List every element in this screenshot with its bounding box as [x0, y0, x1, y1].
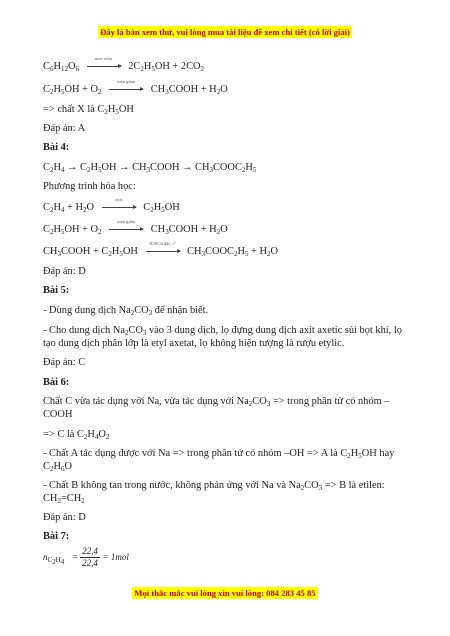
paragraph: - Cho dung dịch $Na_2CO_3$ vào 3 dung dịch, lọ đựng dung dịch axit axetic sủi bọt khí, lọ tạo dung dịch phân lớp là etyl axetat, lọ không hiện tượng là rượu etylic. [43, 325, 402, 349]
fraction-numerator: 22,4 [82, 546, 98, 556]
formula-result: = 1mol [102, 551, 129, 562]
section-heading-bai6: Bài 6: [43, 377, 70, 388]
equation-hydration [43, 197, 415, 214]
reaction-arrow-icon: men rượu [85, 60, 123, 73]
mole-symbol: n [43, 551, 48, 562]
answer-line: Đáp án: A [43, 123, 86, 134]
paragraph: - Dùng dung dịch $Na_2CO_3$ để nhận biết. [43, 305, 209, 317]
eq-left: $C_2H_4 + H_2O$ [43, 202, 95, 214]
formula-moles: $n_{C_2H_4}$ = $\frac{22,4}{22,4}$ = 1mol [43, 546, 129, 568]
equation-oxidation [43, 79, 415, 96]
eq-left: $C_2H_5OH + O_2$ [43, 84, 102, 96]
eq-right: $CH_3COOH + H_2O$ [150, 224, 228, 236]
equation-oxidation-2 [43, 219, 415, 236]
contact-banner-text: Mọi thắc mắc vui lòng xin vui lòng: 084 283 45 85 [134, 588, 316, 598]
answer-line: Đáp án: D [43, 266, 86, 277]
section-heading-bai5: Bài 5: [43, 285, 70, 296]
eq-right: $C_2H_5OH$ [143, 202, 180, 214]
mole-subscript: C2H4 [47, 555, 65, 566]
eq-left: $C_2H_5OH + O_2$ [43, 224, 102, 236]
section-heading-bai7: Bài 7: [43, 531, 70, 542]
reaction-chain: $C_2H_4 \to C_2H_5OH$ → $CH_3COOH$ → $CH_3COOC_2H_5$ [43, 162, 257, 174]
eq-left: $CH_3COOH + C_2H_5OH$ [43, 246, 138, 258]
fraction [80, 546, 100, 569]
reaction-arrow-icon: H2SO4 đặc, t° [144, 245, 182, 258]
contact-banner [0, 588, 450, 598]
subheading-equations: Phương trình hóa học: [43, 181, 136, 192]
reaction-arrow-icon: axit [100, 201, 138, 214]
answer-line: Đáp án: D [43, 512, 86, 523]
paragraph: - Chất B không tan trong nước, không phản ứng với Na và $Na_2CO_3 => B$ là etilen: $CH_2=CH_2$ [43, 480, 385, 505]
section-heading-bai4: Bài 4: [43, 142, 70, 153]
preview-banner-text: Đây là bản xem thử, vui lòng mua tài liệu để xem chi tiết (có lời giải) [100, 27, 350, 37]
eq-right: $CH_3COOC_2H_5 + H_2O$ [187, 246, 279, 258]
equation-esterification [43, 241, 415, 258]
paragraph: Chất C vừa tác dụng với Na, vừa tác dụng với $Na_2CO_3$ => trong phân tử có nhóm –COOH [43, 396, 390, 420]
preview-banner [0, 27, 450, 37]
reaction-arrow-icon: men giấm [107, 223, 145, 236]
conclusion-line: => chất X là $C_2H_5OH$ [43, 104, 134, 116]
paragraph: - Chất A tác dụng được với Na => trong phân tử có nhóm –OH => A là $C_2H_5OH$ hay $C_2H_6O$ [43, 448, 395, 473]
reaction-arrow-icon: men giấm [107, 83, 145, 96]
eq-right: $2C_2H_5OH + 2CO_2$ [128, 61, 205, 73]
eq-left: $C_6H_{12}O_6$ [43, 61, 79, 73]
eq-right: $CH_3COOH + H_2O$ [150, 84, 228, 96]
fraction-denominator: 22,4 [82, 558, 98, 568]
equation-fermentation [43, 56, 415, 73]
answer-line: Đáp án: C [43, 357, 86, 368]
paragraph: => C là $C_2H_4O_2$ [43, 429, 110, 441]
